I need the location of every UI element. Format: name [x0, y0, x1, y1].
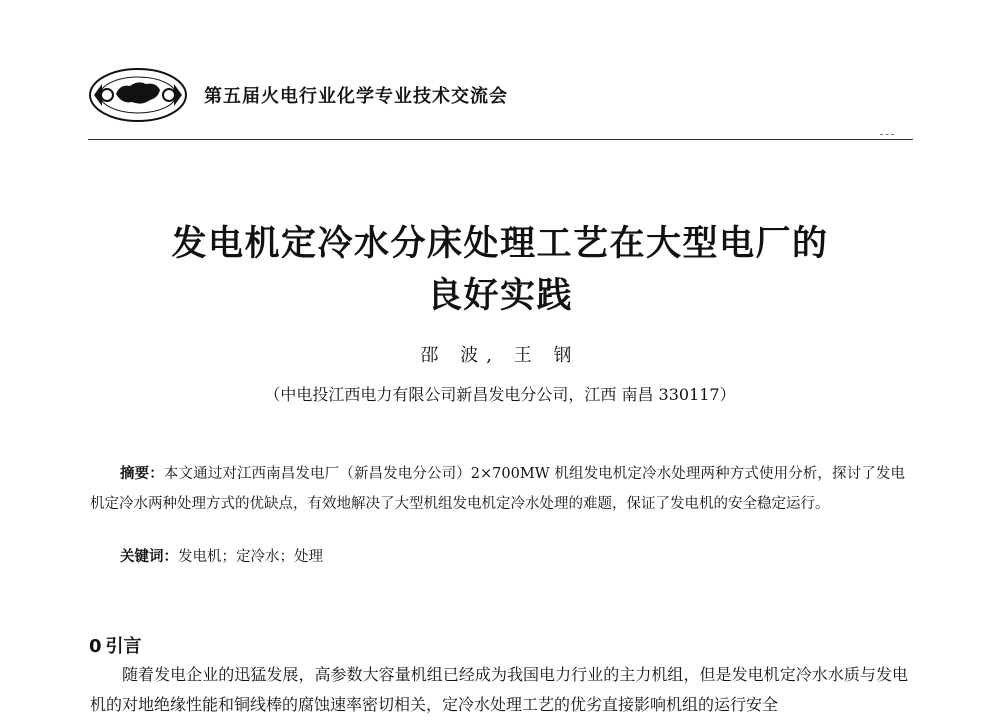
keywords — [120, 545, 323, 566]
abstract-label: 摘要： — [120, 466, 164, 482]
page-header — [86, 66, 508, 124]
paper-authors: 邵 波, 王 钢 — [420, 345, 580, 366]
section-title: 引言 — [105, 636, 142, 657]
keywords-text: 发电机；定冷水；处理 — [178, 549, 323, 565]
keywords-label: 关键词： — [120, 549, 178, 565]
header-divider-mark — [880, 134, 894, 135]
conference-name: 第五届火电行业化学专业技术交流会 — [204, 86, 508, 107]
section-heading — [89, 632, 142, 658]
association-logo-icon — [86, 66, 190, 124]
paper-affiliation: （中电投江西电力有限公司新昌发电分公司，江西 南昌 330117） — [264, 385, 736, 404]
header-divider — [88, 139, 913, 140]
abstract-text: 本文通过对江西南昌发电厂（新昌发电分公司）2×700MW 机组发电机定冷水处理两种方式使用分析，探讨了发电机定冷水两种处理方式的优缺点，有效地解决了大型机组发电机定冷水处理的难题，保证了发电机的安全稳定运行。 — [90, 466, 906, 512]
paper-title-line-1: 发电机定冷水分床处理工艺在大型电厂的 — [171, 224, 829, 264]
section-body: 随着发电企业的迅猛发展，高参数大容量机组已经成为我国电力行业的主力机组，但是发电机定冷水水质与发电机的对地绝缘性能和铜线棒的腐蚀速率密切相关，定冷水处理工艺的优劣直接影响机组的运行安全 — [90, 665, 908, 714]
abstract — [90, 459, 905, 519]
section-number: 0 — [89, 636, 102, 657]
paper-title-line-2: 良好实践 — [426, 276, 573, 316]
